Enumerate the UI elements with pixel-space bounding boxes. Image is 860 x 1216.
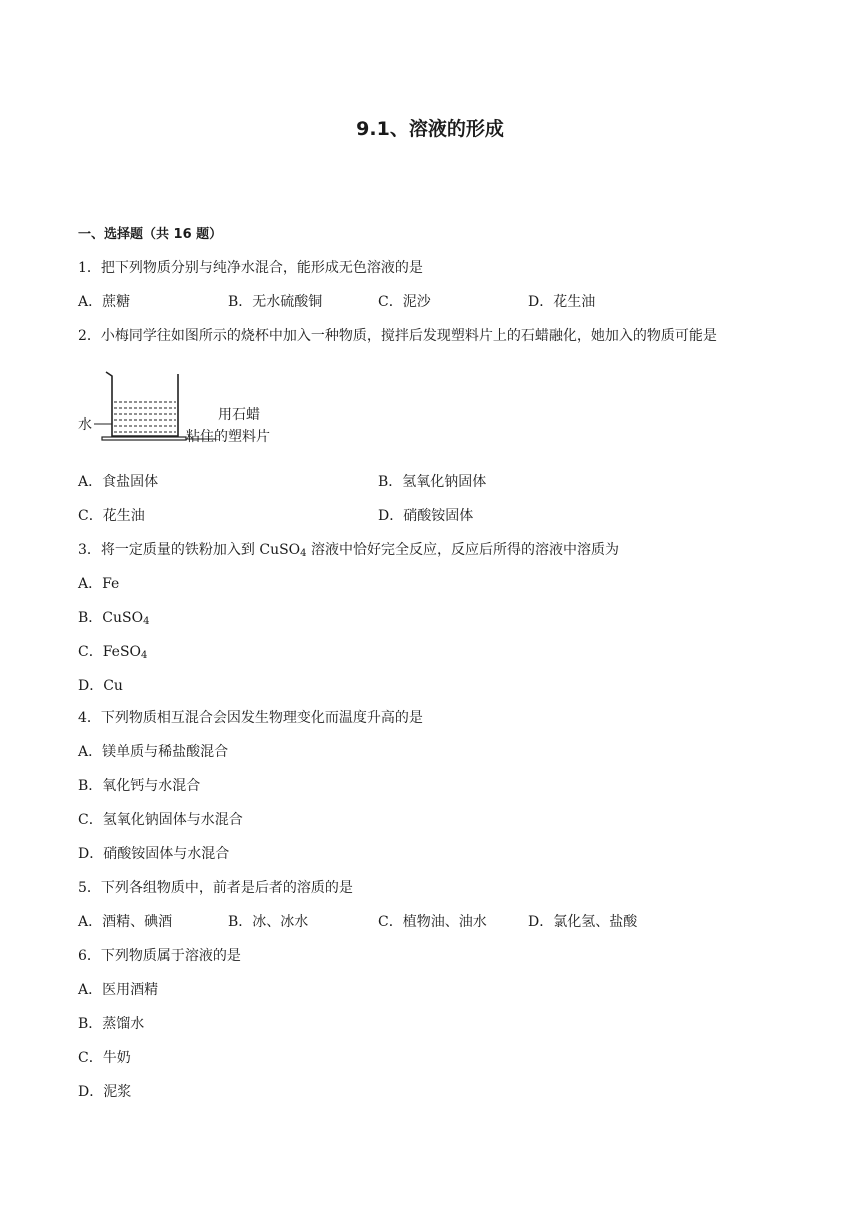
- q6-option-a[interactable]: A．医用酒精: [78, 982, 159, 998]
- q2-option-c[interactable]: C．花生油: [78, 508, 145, 524]
- q5-option-d[interactable]: D．氯化氢、盐酸: [528, 914, 638, 930]
- q3-stem-subscript: 4: [300, 548, 307, 559]
- q3-option-b-subscript: 4: [143, 616, 150, 627]
- q3-option-d-text: D．Cu: [78, 678, 123, 694]
- q6-option-b[interactable]: B．蒸馏水: [78, 1016, 145, 1032]
- q3-option-d[interactable]: [78, 677, 123, 695]
- q4-option-b[interactable]: B．氧化钙与水混合: [78, 778, 201, 794]
- q2-option-d[interactable]: D．硝酸铵固体: [378, 508, 474, 524]
- question-5-stem: 5．下列各组物质中，前者是后者的溶质的是: [78, 880, 353, 896]
- q1-option-c[interactable]: C．泥沙: [378, 294, 431, 310]
- section-heading: 一、选择题（共 16 题）: [78, 227, 223, 242]
- q2-option-a[interactable]: A．食盐固体: [78, 474, 159, 490]
- q1-option-d[interactable]: D．花生油: [528, 294, 596, 310]
- figure-label-water: 水: [78, 417, 92, 433]
- q3-stem-pre: 3．将一定质量的铁粉加入到 CuSO: [78, 542, 301, 558]
- q6-option-d[interactable]: D．泥浆: [78, 1084, 132, 1100]
- q3-stem-post: 溶液中恰好完全反应，反应后所得的溶液中溶质为: [306, 542, 619, 558]
- q5-option-c[interactable]: C．植物油、油水: [378, 914, 487, 930]
- q5-option-a[interactable]: A．酒精、碘酒: [78, 914, 173, 930]
- q1-option-b[interactable]: B．无水硫酸铜: [228, 294, 323, 310]
- question-4-stem: 4．下列物质相互混合会因发生物理变化而温度升高的是: [78, 710, 423, 726]
- figure-label-plastic-sheet: 粘住的塑料片: [186, 429, 270, 445]
- figure-label-wax: 用石蜡: [218, 407, 260, 423]
- q3-option-c-subscript: 4: [141, 650, 148, 661]
- question-6-stem: 6．下列物质属于溶液的是: [78, 948, 241, 964]
- q3-option-c[interactable]: [78, 643, 147, 661]
- question-2-stem: 2．小梅同学往如图所示的烧杯中加入一种物质，搅拌后发现塑料片上的石蜡融化，她加入的物质可能是: [78, 328, 717, 344]
- page-title: 9.1、溶液的形成: [356, 118, 504, 140]
- q3-option-b[interactable]: [78, 609, 149, 627]
- q3-option-b-text: B．CuSO: [78, 610, 144, 626]
- q1-option-a[interactable]: A．蔗糖: [78, 294, 131, 310]
- q2-option-b[interactable]: B．氢氧化钠固体: [378, 474, 487, 490]
- question-3-stem: [78, 541, 619, 559]
- q3-option-c-text: C．FeSO: [78, 644, 142, 660]
- beaker-figure: [78, 366, 298, 448]
- q5-option-b[interactable]: B．冰、冰水: [228, 914, 309, 930]
- question-1-stem: 1．把下列物质分别与纯净水混合，能形成无色溶液的是: [78, 260, 423, 276]
- q3-option-a-text: A．Fe: [78, 576, 120, 592]
- q4-option-a[interactable]: A．镁单质与稀盐酸混合: [78, 744, 229, 760]
- q4-option-d[interactable]: D．硝酸铵固体与水混合: [78, 846, 230, 862]
- q4-option-c[interactable]: C．氢氧化钠固体与水混合: [78, 812, 243, 828]
- q6-option-c[interactable]: C．牛奶: [78, 1050, 131, 1066]
- q3-option-a[interactable]: [78, 575, 119, 593]
